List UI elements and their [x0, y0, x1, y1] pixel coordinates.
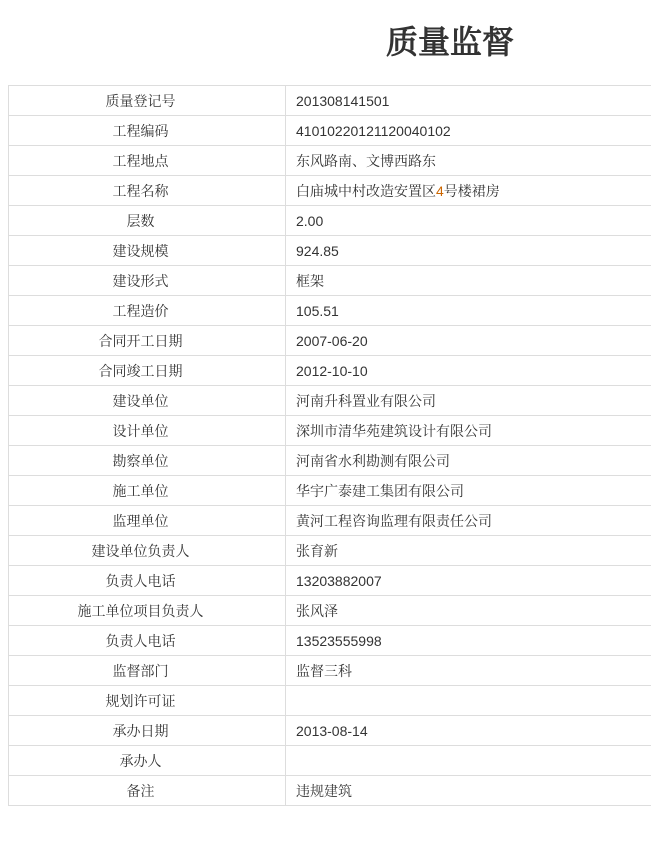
field-label: 工程名称 [9, 176, 286, 206]
field-label: 合同开工日期 [9, 326, 286, 356]
table-row [9, 716, 651, 746]
field-label: 备注 [9, 776, 286, 806]
field-value: 河南省水利勘测有限公司 [286, 446, 651, 476]
field-label: 建设规模 [9, 236, 286, 266]
table-row [9, 656, 651, 686]
content-area [8, 0, 651, 806]
field-value: 华宇广泰建工集团有限公司 [286, 476, 651, 506]
field-value: 2007-06-20 [286, 326, 651, 356]
field-value: 2012-10-10 [286, 356, 651, 386]
field-label: 质量登记号 [9, 86, 286, 116]
field-label: 设计单位 [9, 416, 286, 446]
field-label: 承办日期 [9, 716, 286, 746]
field-label: 建设单位负责人 [9, 536, 286, 566]
page-title: 质量监督 [385, 24, 514, 60]
field-label: 工程造价 [9, 296, 286, 326]
field-value: 13203882007 [286, 566, 651, 596]
table-row [9, 146, 651, 176]
table-row [9, 506, 651, 536]
table-row [9, 626, 651, 656]
table-row [9, 116, 651, 146]
field-value: 2.00 [286, 206, 651, 236]
field-value: 201308141501 [286, 86, 651, 116]
field-label: 监督部门 [9, 656, 286, 686]
field-label: 工程地点 [9, 146, 286, 176]
table-row [9, 356, 651, 386]
table-row [9, 266, 651, 296]
table-row [9, 446, 651, 476]
field-label: 工程编码 [9, 116, 286, 146]
table-row [9, 776, 651, 806]
field-value [286, 746, 651, 776]
field-value: 河南升科置业有限公司 [286, 386, 651, 416]
field-label: 负责人电话 [9, 626, 286, 656]
table-row [9, 206, 651, 236]
table-row [9, 416, 651, 446]
table-row [9, 236, 651, 266]
table-row [9, 326, 651, 356]
field-value: 41010220121120040102 [286, 116, 651, 146]
table-row [9, 596, 651, 626]
field-label: 合同竣工日期 [9, 356, 286, 386]
field-value: 张育新 [286, 536, 651, 566]
table-body [9, 86, 651, 806]
field-value: 框架 [286, 266, 651, 296]
field-label: 建设单位 [9, 386, 286, 416]
field-value: 张风泽 [286, 596, 651, 626]
field-label: 层数 [9, 206, 286, 236]
table-row [9, 686, 651, 716]
table-row [9, 536, 651, 566]
field-value: 白庙城中村改造安置区4号楼裙房 [286, 176, 651, 206]
field-value: 13523555998 [286, 626, 651, 656]
field-label: 施工单位项目负责人 [9, 596, 286, 626]
field-value: 黄河工程咨询监理有限责任公司 [286, 506, 651, 536]
field-value: 2013-08-14 [286, 716, 651, 746]
field-value [286, 686, 651, 716]
field-value: 105.51 [286, 296, 651, 326]
field-label: 承办人 [9, 746, 286, 776]
table-row [9, 746, 651, 776]
table-row [9, 386, 651, 416]
field-value: 924.85 [286, 236, 651, 266]
table-row [9, 86, 651, 116]
field-label: 施工单位 [9, 476, 286, 506]
field-label: 规划许可证 [9, 686, 286, 716]
field-value: 违规建筑 [286, 776, 651, 806]
table-row [9, 296, 651, 326]
table-row [9, 476, 651, 506]
field-label: 监理单位 [9, 506, 286, 536]
highlighted-text: 4 [436, 182, 444, 199]
table-row [9, 566, 651, 596]
field-value: 深圳市清华苑建筑设计有限公司 [286, 416, 651, 446]
field-label: 勘察单位 [9, 446, 286, 476]
quality-supervision-table [8, 85, 651, 806]
field-value: 监督三科 [286, 656, 651, 686]
field-label: 负责人电话 [9, 566, 286, 596]
table-row [9, 176, 651, 206]
field-label: 建设形式 [9, 266, 286, 296]
field-value: 东风路南、文博西路东 [286, 146, 651, 176]
